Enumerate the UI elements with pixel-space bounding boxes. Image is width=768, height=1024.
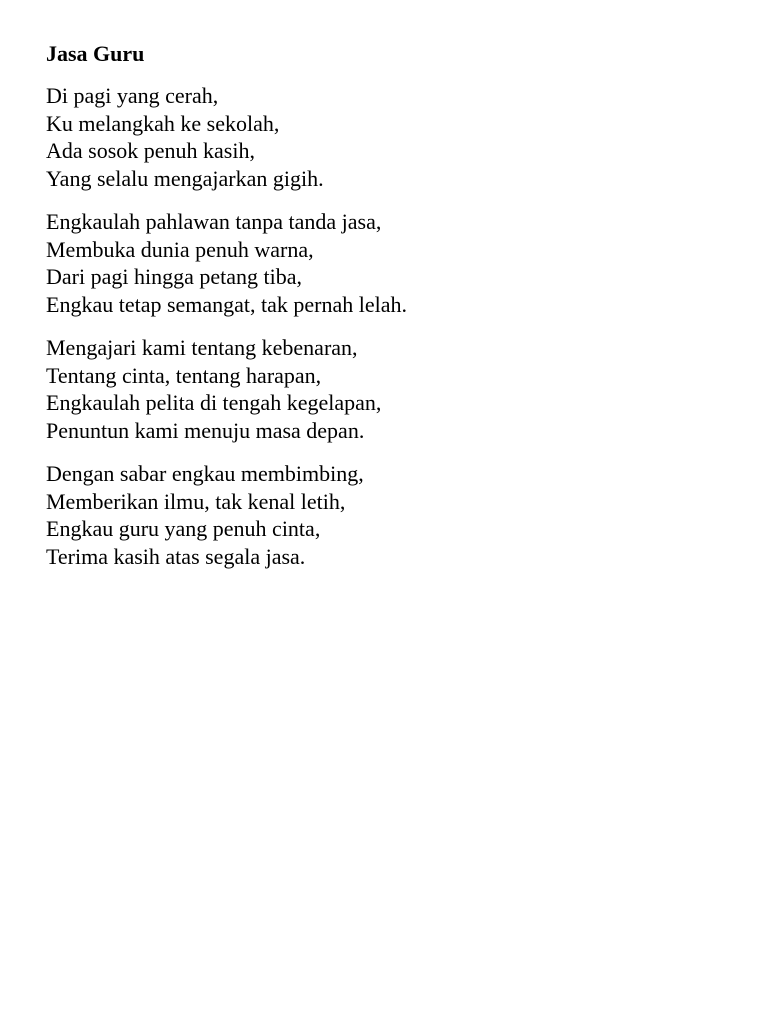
poem-line: Engkau tetap semangat, tak pernah lelah.: [46, 291, 408, 317]
poem-line: Yang selalu mengajarkan gigih.: [46, 165, 324, 191]
poem-line: Tentang cinta, tentang harapan,: [46, 362, 322, 388]
poem-line: Memberikan ilmu, tak kenal letih,: [46, 488, 346, 514]
poem-line: Membuka dunia penuh warna,: [46, 236, 314, 262]
poem-line: Ku melangkah ke sekolah,: [46, 110, 280, 136]
stanza-3: [46, 334, 736, 444]
poem-line: Engkaulah pelita di tengah kegelapan,: [46, 390, 382, 415]
document-page: [46, 40, 736, 586]
poem-line: Dengan sabar engkau membimbing,: [46, 461, 364, 486]
poem-line: Dari pagi hingga petang tiba,: [46, 264, 302, 289]
stanza-2: [46, 208, 736, 318]
poem-line: Penuntun kami menuju masa depan.: [46, 417, 365, 443]
poem-line: Di pagi yang cerah,: [46, 83, 219, 108]
poem-line: Engkau guru yang penuh cinta,: [46, 516, 321, 541]
poem-line: Engkaulah pahlawan tanpa tanda jasa,: [46, 209, 382, 234]
poem-line: Ada sosok penuh kasih,: [46, 138, 255, 163]
stanza-1: [46, 82, 736, 192]
poem-title: Jasa Guru: [46, 41, 145, 66]
stanza-4: [46, 460, 736, 570]
poem-line: Terima kasih atas segala jasa.: [46, 543, 306, 569]
poem-line: Mengajari kami tentang kebenaran,: [46, 335, 358, 360]
